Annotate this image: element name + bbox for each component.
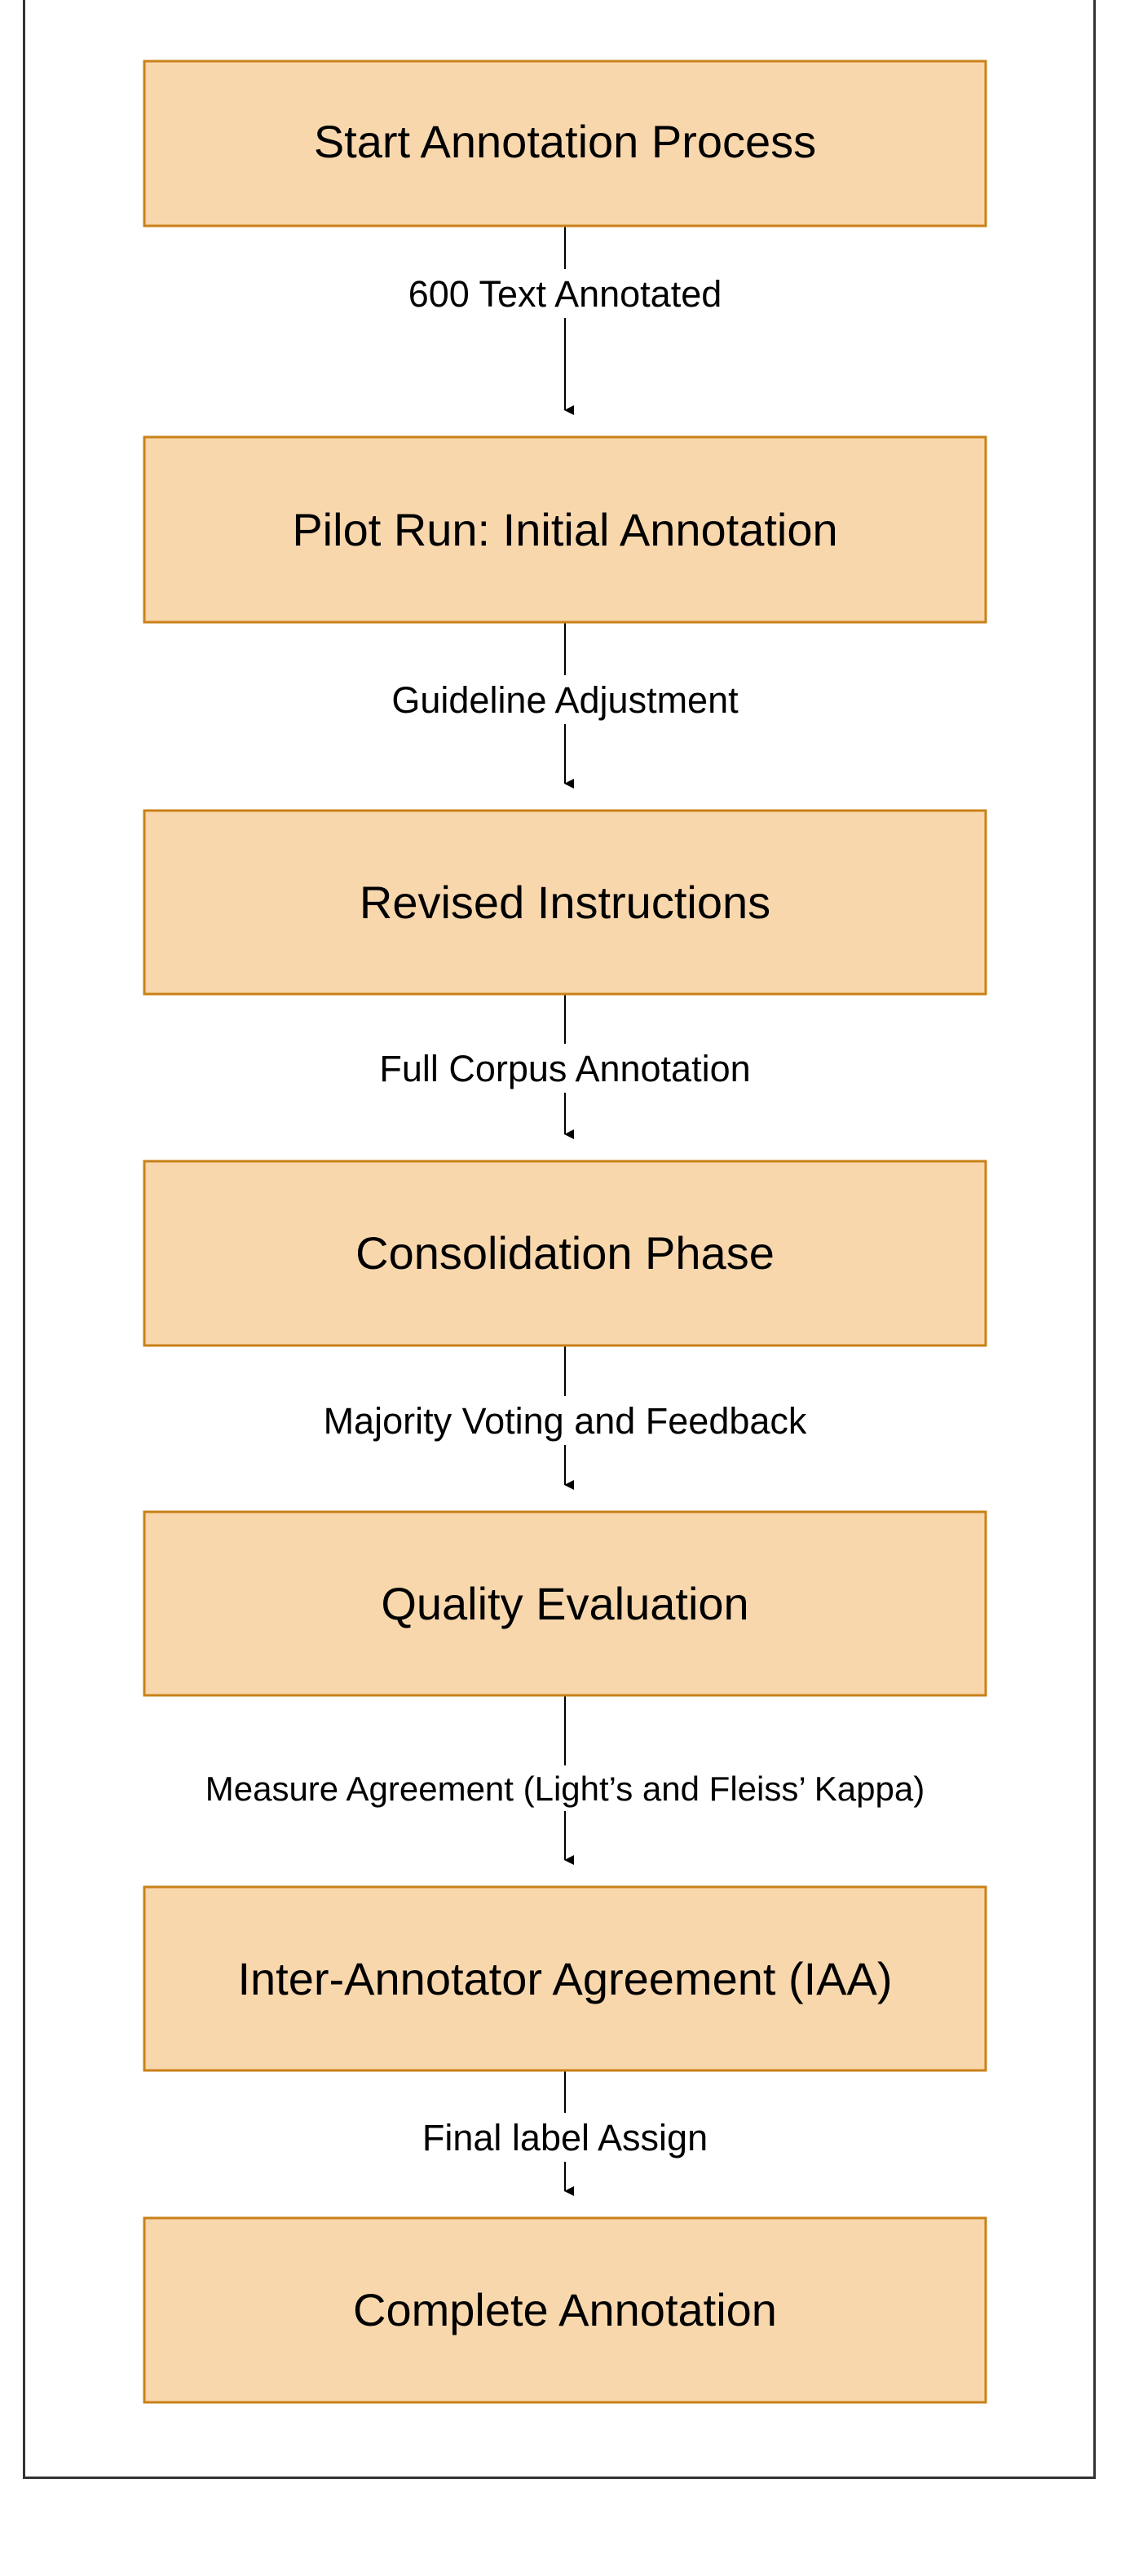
nodes <box>144 61 986 2402</box>
node-label: Pilot Run: Initial Annotation <box>292 504 838 555</box>
edge-label: 600 Text Annotated <box>408 273 722 315</box>
node-label: Inter-Annotator Agreement (IAA) <box>237 1953 893 2004</box>
node-pilot <box>144 437 986 622</box>
edge-label: Majority Voting and Feedback <box>323 1400 807 1442</box>
edge-label: Guideline Adjustment <box>391 679 739 721</box>
node-label: Revised Instructions <box>359 877 771 928</box>
edge-label: Measure Agreement (Light’s and Fleiss’ Kappa) <box>205 1770 925 1808</box>
edge-label: Full Corpus Annotation <box>379 1048 751 1089</box>
node-consolidation <box>144 1161 986 1345</box>
node-iaa <box>144 1887 986 2070</box>
node-label: Complete Annotation <box>353 2284 777 2335</box>
edge-label: Final label Assign <box>422 2117 708 2158</box>
node-label: Quality Evaluation <box>381 1578 749 1629</box>
node-label: Consolidation Phase <box>355 1227 775 1279</box>
node-label: Start Annotation Process <box>313 116 817 167</box>
node-start <box>144 61 986 226</box>
node-quality <box>144 1512 986 1695</box>
node-revised <box>144 811 986 994</box>
node-complete <box>144 2218 986 2402</box>
